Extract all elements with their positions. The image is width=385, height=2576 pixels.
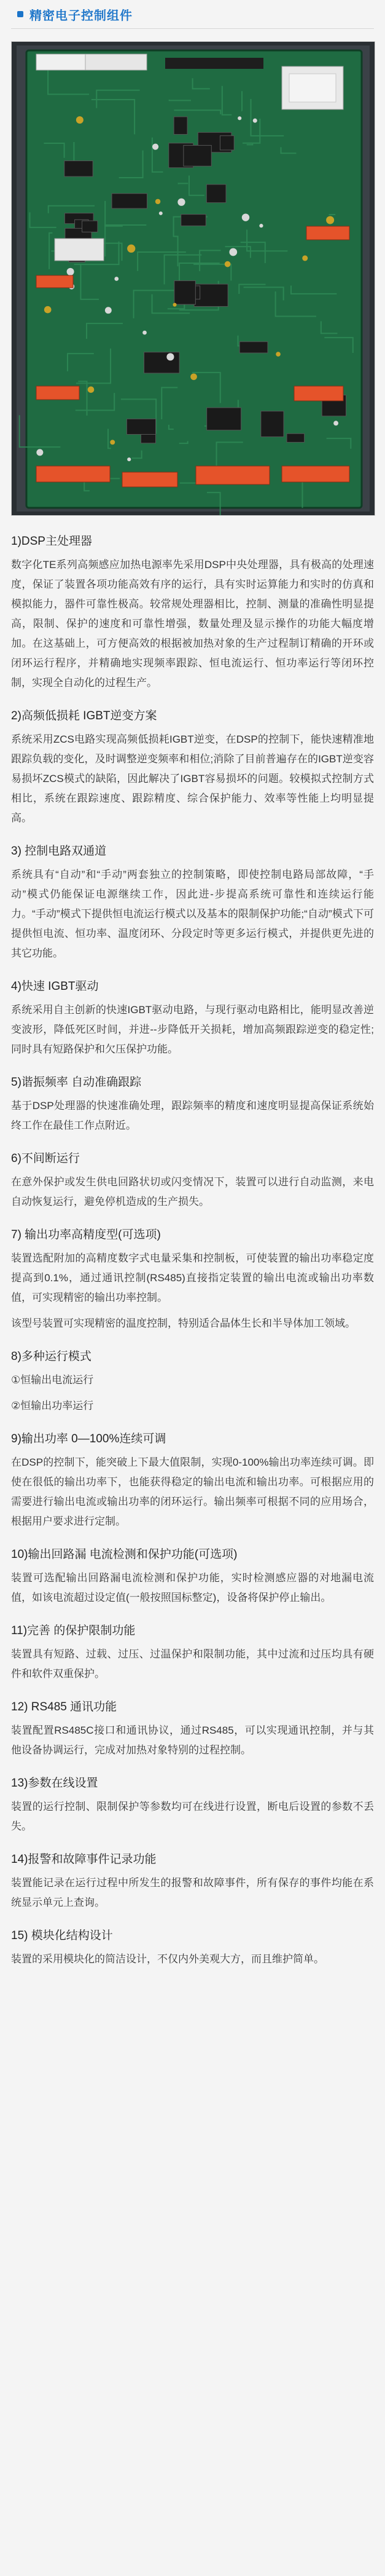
spec-section: [11, 1225, 374, 1333]
section-paragraph: 装置的运行控制、限制保护等参数均可在线进行设置，断电后设置的参数不丢失。: [11, 1801, 374, 1832]
section-paragraph: 装置能记录在运行过程中所发生的报警和故障事件，所有保存的事件均能在系统显示单元上查询。: [11, 1877, 374, 1908]
circuit-board-illustration: [12, 42, 375, 515]
section-heading: 2)高频低损耗 IGBT逆变方案: [11, 709, 157, 722]
section-paragraph: 基于DSP处理器的快速准确处理，跟踪频率的精度和速度明显提高保证系统始终工作在最佳工作点附近。: [11, 1100, 374, 1131]
section-paragraph: 系统采用ZCS电路实现高频低损耗IGBT逆变，在DSP的控制下，能快速精准地跟踪负载的变化，及时调整逆变频率和相位;消除了目前普遍存在的IGBT逆变容易损坏ZCS模式的缺陷，因此解决了IGBT容易损坏的问题。较模拟式控制方式相比，系统在跟踪速度、跟踪精度、综合保护能力、效率等性能上均明显提高。: [11, 733, 374, 824]
section-paragraph: ①恒输出电流运行: [11, 1374, 94, 1386]
spec-section: [11, 1073, 374, 1136]
section-paragraph: 数字化TE系列高频感应加热电源率先采用DSP中央处理器，具有极高的处理速度，保证了装置各项功能高效有序的运行，具有实时运算能力和实时的仿真和模拟能力，器件可靠性极高。较常规处理器相比，控制、测量的准确性明显提高，限制、保护的速度和可靠性增强，数量处理及显示操作的功能大幅度增加。在这基础上，可方便高效的根据被加热对象的生产过程制订精确的开环或闭环运行程序，并精确地实现频率跟踪、恒电流运行、恒功率运行等闭环控制，实现全自动化的过程生产。: [11, 559, 374, 689]
section-header: [11, 0, 374, 29]
spec-section: [11, 706, 374, 828]
spec-section: [11, 1545, 374, 1608]
spec-section: [11, 1926, 374, 1969]
spec-section: [11, 532, 374, 693]
section-heading: 9)输出功率 0—100%连续可调: [11, 1432, 166, 1445]
section-paragraph: 装置可选配输出回路漏电流检测和保护功能，实时检测感应器的对地漏电流值，如该电流超过设定值(一般按照国标整定)，设备将保护停止输出。: [11, 1572, 374, 1603]
section-heading: 3) 控制电路双通道: [11, 845, 107, 858]
section-heading: 11)完善 的保护限制功能: [11, 1624, 136, 1637]
section-paragraph: 装置选配附加的高精度数字式电量采集和控制板，可使装置的输出功率稳定度提高到0.1%，通过通讯控制(RS485)直接指定装置的输出电流或输出功率数值，可实现精密的输出功率控制。: [11, 1252, 374, 1303]
section-paragraph: 在意外保护或发生供电回路状切或闪变情况下，装置可以进行自动监测，来电自动恢复运行，避免停机造成的生产损失。: [11, 1176, 374, 1207]
section-heading: 6)不间断运行: [11, 1152, 80, 1165]
section-heading: 1)DSP主处理器: [11, 535, 92, 548]
section-paragraph: 装置具有短路、过载、过压、过温保护和限制功能，其中过流和过压均具有硬件和软件双重保护。: [11, 1648, 374, 1680]
section-paragraph: ②恒输出功率运行: [11, 1400, 94, 1412]
section-paragraph: 系统具有“自动”和“手动”两套独立的控制策略，即使控制电路局部故障，“手动”模式仍能保证电源继续工作，因此进-步提高系统可靠性和连续运行能力。“手动”模式下提供恒电流运行模式以及基本的限制保护功能;“自动”模式下可提供恒电流、恒功率、温度闭环、分段定时等更多运行模式，并提供更先进的其它功能。: [11, 869, 374, 959]
section-heading: 7) 输出功率高精度型(可选项): [11, 1228, 161, 1241]
section-paragraph: 该型号装置可实现精密的温度控制，特别适合晶体生长和半导体加工领域。: [11, 1318, 356, 1329]
page-title: 精密电子控制组件: [29, 9, 133, 23]
section-heading: 15) 模块化结构设计: [11, 1929, 113, 1942]
section-heading: 13)参数在线设置: [11, 1777, 98, 1790]
section-heading: 8)多种运行模式: [11, 1350, 91, 1363]
spec-section: [11, 1621, 374, 1684]
product-photo-circuit-board: [11, 41, 375, 516]
section-paragraph: 装置的采用模块化的简洁设计，不仅内外美观大方，而且维护简单。: [11, 1953, 324, 1965]
spec-section: [11, 1347, 374, 1416]
spec-section: [11, 1429, 374, 1531]
section-heading: 14)报警和故障事件记录功能: [11, 1853, 157, 1866]
spec-section: [11, 1697, 374, 1760]
section-paragraph: 装置配置RS485C接口和通讯协议，通过RS485，可以实现通讯控制，并与其他设备协调运行，完成对加热对象特别的过程控制。: [11, 1725, 374, 1756]
spec-section: [11, 1850, 374, 1913]
section-paragraph: 在DSP的控制下，能突破上下最大值限制，实现0-100%输出功率连续可调。即使在很低的输出功率下，也能获得稳定的输出电流和输出功率。可根据应用的需要进行输出电流或输出功率的闭环运行。输出频率可根据不同的应用场合，根据用户要求进行定制。: [11, 1456, 374, 1527]
section-heading: 5)谐振频率 自动准确跟踪: [11, 1076, 142, 1089]
spec-section: [11, 1774, 374, 1836]
section-heading: 4)快速 IGBT驱动: [11, 980, 99, 993]
section-heading: 10)输出回路漏 电流检测和保护功能(可选项): [11, 1548, 238, 1561]
section-heading: 12) RS485 通讯功能: [11, 1701, 117, 1713]
spec-section: [11, 842, 374, 963]
section-paragraph: 系统采用自主创新的快速IGBT驱动电路，与现行驱动电路相比，能明显改善逆变波形，降低死区时间，并进--步降低开关损耗，增加高频跟踪逆变的稳定性;同时具有短路保护和欠压保护功能。: [11, 1004, 374, 1055]
header-accent-icon: [17, 11, 23, 17]
spec-section: [11, 1149, 374, 1212]
spec-content: [11, 532, 374, 1969]
spec-section: [11, 977, 374, 1059]
